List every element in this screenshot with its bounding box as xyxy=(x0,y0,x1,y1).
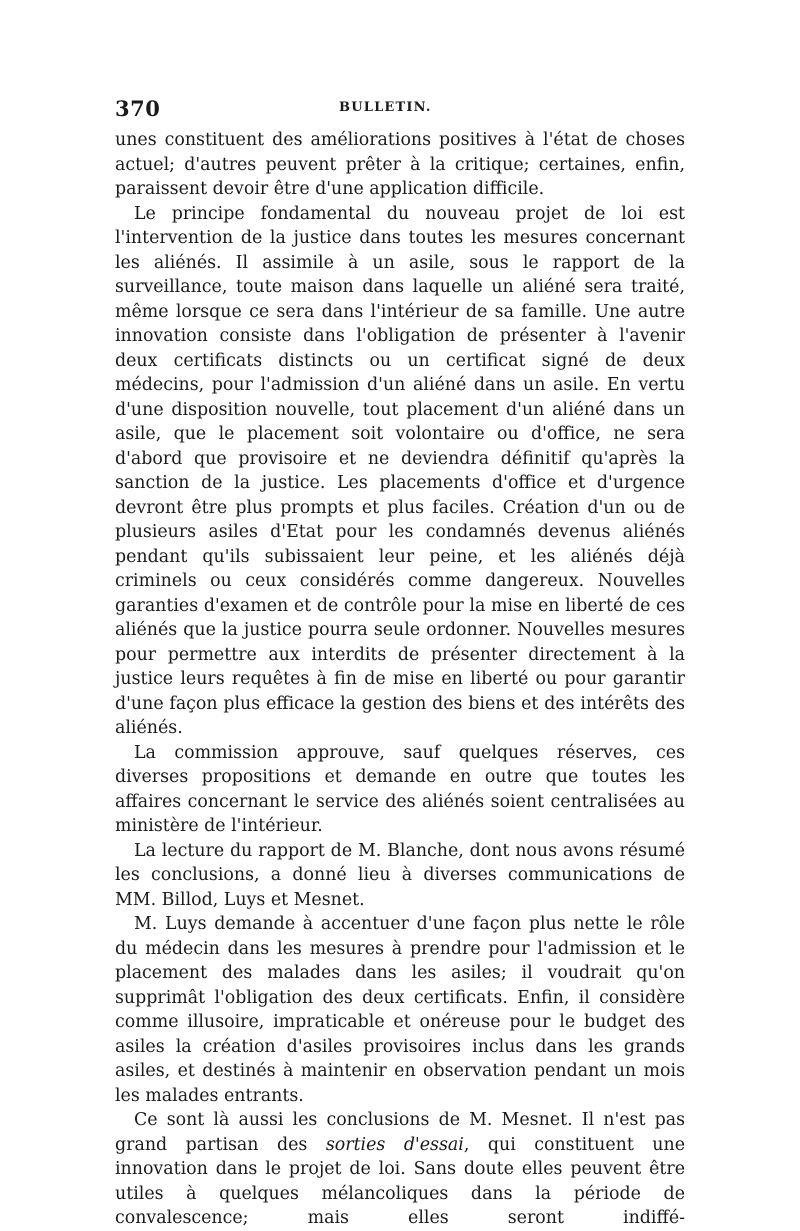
italic-term: sorties d'essai xyxy=(325,1134,464,1155)
paragraph-continuation: unes constituent des améliorations positives à l'état de choses actuel; d'autres peuvent prêter à la critique; certaines, enfin, paraissent devoir être d'une application difficile. xyxy=(115,130,685,199)
mesnet-text-start: Ce sont là aussi les conclusions de M. Mesnet. Il n'est pas grand partisan des xyxy=(115,1110,685,1155)
paragraph-reading: La lecture du rapport de M. Blanche, dont nous avons résumé les conclusions, a donné lieu à diverses communications de MM. Billod, Luys et Mesnet. xyxy=(115,840,685,910)
mesnet-text-end: , qui constituent une innovation dans le projet de loi. Sans doute elles peuvent être utiles à quelques mélancoliques dans la période de convalescence; mais elles seront indiffé- xyxy=(115,1134,685,1228)
paragraph-commission: La commission approuve, sauf quelques réserves, ces diverses propositions et demande en outre que toutes les affaires concernant le service des aliénés soient centralisées au ministère de l'intérieur. xyxy=(115,742,685,836)
paragraph-luys: M. Luys demande à accentuer d'une façon plus nette le rôle du médecin dans les mesures à prendre pour l'admission et le placement des malades dans les asiles; il voudrait qu'on supprimât l'obligation des deux certificats. Enfin, il considère comme illusoire, impraticable et onéreuse pour le budget des asiles la création d'asiles provisoires inclus dans les grands asiles, et destinés à maintenir en observation pendant un mois les malades entrants. xyxy=(115,914,685,1106)
running-head: BULLETIN. xyxy=(339,100,432,115)
paragraph-principle: Le principe fondamental du nouveau projet de loi est l'intervention de la justice dans toutes les mesures concernant les aliénés. Il assimile à un asile, sous le rapport de la surveillance, toute maison dans laquelle un aliéné sera traité, même lorsque ce sera dans l'intérieur de sa famille. Une autre innovation consiste dans l'obligation de présenter à l'avenir deux certificats distincts ou un certificat signé de deux médecins, pour l'admission d'un aliéné dans un asile. En vertu d'une disposition nouvelle, tout placement d'un aliéné dans un asile, que le placement soit volontaire ou d'office, ne sera d'abord que provisoire et ne deviendra définitif qu'après la sanction de la justice. Les placements d'office et d'urgence devront être plus prompts et plus faciles. Création d'un ou de plusieurs asiles d'Etat pour les condamnés devenus aliénés pendant qu'ils subissaient leur peine, et les aliénés déjà criminels ou ceux considérés comme dangereux. Nouvelles garanties d'examen et de contrôle pour la mise en liberté de ces aliénés que la justice pourra seule ordonner. Nouvelles mesures pour permettre aux interdits de présenter directement à la justice leurs requêtes à fin de mise en liberté ou pour garantir d'une façon plus efficace la gestion des biens et des intérêts des aliénés. xyxy=(115,203,685,738)
page-number: 370 xyxy=(115,96,161,121)
page-header xyxy=(115,96,685,122)
body-text xyxy=(115,128,685,1231)
paragraph-mesnet xyxy=(115,1108,685,1231)
